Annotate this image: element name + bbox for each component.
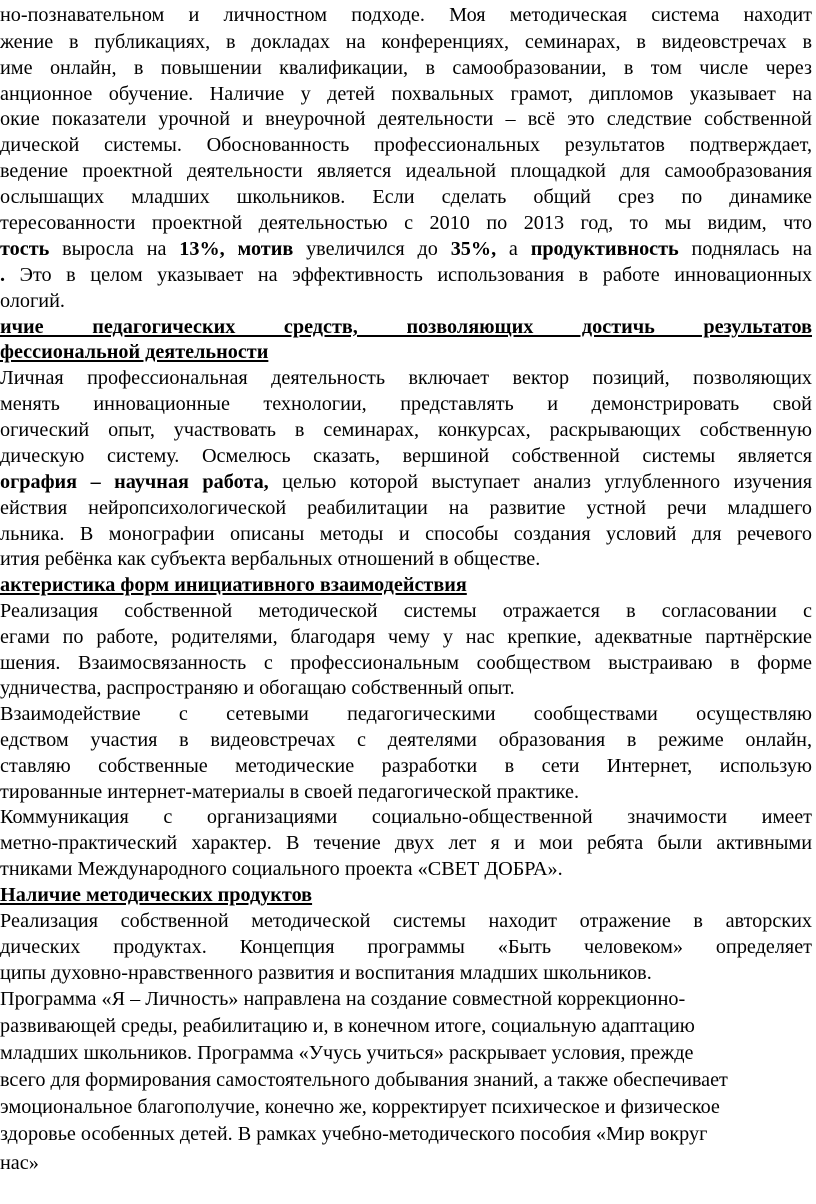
text-line: всего для формирования самостоятельного добывания знаний, а также обеспечивает xyxy=(0,1069,728,1091)
text-line: шения. Взаимосвязанность с профессиональным сообществом выстраиваю в форме xyxy=(0,652,812,674)
text-fragment: Это в целом указывает на эффективность использования в работе инновационных xyxy=(5,264,812,286)
value-35-percent: 35%, xyxy=(450,238,497,260)
keyword-monograph: ография – научная работа, xyxy=(0,471,269,493)
text-fragment: а xyxy=(496,238,531,260)
text-line: Коммуникация с организациями социально-общественной значимости имеет xyxy=(0,806,812,828)
text-line: дических продуктах. Концепция программы «Быть человеком» определяет xyxy=(0,936,812,958)
text-line-statistics xyxy=(0,236,812,262)
text-line: тированные интернет-материалы в своей педагогической практике. xyxy=(0,781,579,803)
text-line: окие показатели урочной и внеурочной деятельности – всё это следствие собственной xyxy=(0,108,812,130)
keyword-activity: тость xyxy=(0,238,50,260)
heading-line: ичие педагогических средств, позволяющих достичь результатов xyxy=(0,316,812,338)
text-line: едством участия в видеовстречах с деятелями образования в режиме онлайн, xyxy=(0,729,812,751)
text-line: младших школьников. Программа «Учусь учиться» раскрывает условия, прежде xyxy=(0,1042,694,1064)
text-line: Реализация собственной методической системы отражается в согласовании с xyxy=(0,600,812,622)
text-line: ологий. xyxy=(0,290,65,312)
text-line: здоровье особенных детей. В рамках учебно-методического пособия «Мир вокруг xyxy=(0,1123,708,1145)
text-line: ействия нейропсихологической реабилитации на развитие устной речи младшего xyxy=(0,497,812,519)
text-line: ципы духовно-нравственного развития и воспитания младших школьников. xyxy=(0,962,652,984)
text-line: жение в публикациях, в докладах на конференциях, семинарах, в видеовстречах в xyxy=(0,31,812,53)
keyword-motive: мотив xyxy=(237,238,294,260)
text-line: огический опыт, участвовать в семинарах, конкурсах, раскрывающих собственную xyxy=(0,419,812,441)
text-line: ведение проектной деятельности является идеальной площадкой для самообразования xyxy=(0,160,812,182)
text-line: дической системы. Обоснованность профессиональных результатов подтверждает, xyxy=(0,134,812,156)
text-line: Личная профессиональная деятельность включает вектор позиций, позволяющих xyxy=(0,367,812,389)
text-line: ослышащих младших школьников. Если сделать общий срез по динамике xyxy=(0,186,812,208)
text-line: нас» xyxy=(0,1152,39,1174)
text-line xyxy=(0,469,812,495)
text-line: менять инновационные технологии, представлять и демонстрировать свой xyxy=(0,393,812,415)
text-line: ития ребёнка как субъекта вербальных отношений в обществе. xyxy=(0,548,541,570)
text-fragment xyxy=(225,238,238,260)
text-line: Взаимодействие с сетевыми педагогическими сообществами осуществляю xyxy=(0,703,812,725)
text-line: ставляю собственные методические разработки в сети Интернет, использую xyxy=(0,755,812,777)
text-line: Программа «Я – Личность» направлена на создание совместной коррекционно- xyxy=(0,988,686,1010)
text-line xyxy=(0,262,812,288)
keyword-productivity: продуктивность xyxy=(530,238,679,260)
heading-line: фессиональной деятельности xyxy=(0,341,269,363)
text-line: име онлайн, в повышении квалификации, в самообразовании, в том числе через xyxy=(0,57,812,79)
text-line: метно-практический характер. В течение двух лет я и мои ребята были активными xyxy=(0,832,812,854)
text-line: льника. В монографии описаны методы и способы создания условий для речевого xyxy=(0,523,812,545)
text-line: эмоциональное благополучие, конечно же, корректирует психическое и физическое xyxy=(0,1096,720,1118)
text-line: Реализация собственной методической системы находит отражение в авторских xyxy=(0,910,812,932)
heading-interaction-forms: актеристика форм инициативного взаимодействия xyxy=(0,574,467,596)
text-line: егами по работе, родителями, благодаря чему у нас крепкие, адекватные партнёрские xyxy=(0,626,812,648)
text-line: удничества, распространяю и обогащаю собственный опыт. xyxy=(0,677,515,699)
text-fragment: выросла на xyxy=(49,238,180,260)
heading-methodical-products: Наличие методических продуктов xyxy=(0,884,313,906)
value-13-percent: 13%, xyxy=(179,238,225,260)
text-line: дическую систему. Осмелюсь сказать, вершиной собственной системы является xyxy=(0,445,812,467)
text-fragment-bold: . xyxy=(0,264,6,286)
text-fragment: целью которой выступает анализ углубленного изучения xyxy=(268,471,812,493)
text-line: тересованности проектной деятельностью с 2010 по 2013 год, то мы видим, что xyxy=(0,212,812,234)
text-fragment: увеличился до xyxy=(293,238,451,260)
text-line: развивающей среды, реабилитацию и, в конечном итоге, социальную адаптацию xyxy=(0,1015,695,1037)
text-line: но-познавательном и личностном подходе. Моя методическая система находит xyxy=(0,4,812,26)
text-line: тниками Международного социального проекта «СВЕТ ДОБРА». xyxy=(0,858,563,880)
text-fragment: поднялась на xyxy=(678,238,812,260)
text-line: анционное обучение. Наличие у детей похвальных грамот, дипломов указывает на xyxy=(0,83,812,105)
